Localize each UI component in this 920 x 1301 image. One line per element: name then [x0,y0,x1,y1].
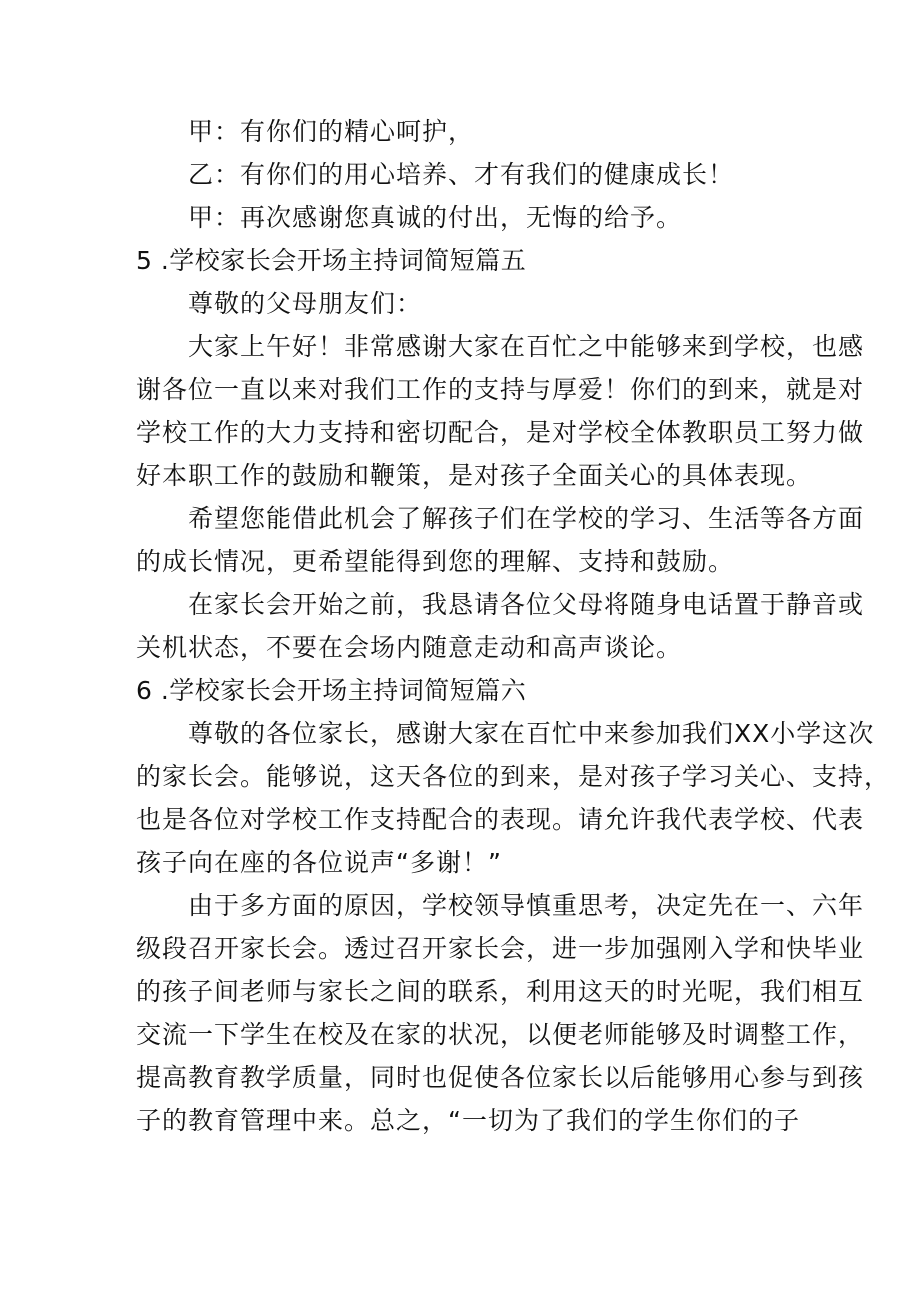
paragraph-line: 关机状态，不要在会场内随意走动和高声谈论。 [136,633,683,662]
paragraph-line: 提高教育教学质量，同时也促使各位家长以后能够用心参与到孩 [136,1063,865,1092]
paragraph-line: 尊敬的各位家长，感谢大家在百忙中来参加我们XX小学这次 [188,719,875,748]
paragraph-line: 好本职工作的鼓励和鞭策，是对孩子全面关心的具体表现。 [136,461,813,490]
paragraph-line: 的家长会。能够说，这天各位的到来，是对孩子学习关心、支持， [136,762,891,791]
paragraph-line: 的孩子间老师与家长之间的联系，利用这天的时光呢，我们相互 [136,977,865,1006]
paragraph-line: 大家上午好！非常感谢大家在百忙之中能够来到学校，也感 [188,332,865,361]
paragraph-line: 谢各位一直以来对我们工作的支持与厚爱！你们的到来，就是对 [136,375,865,404]
paragraph-line: 在家长会开始之前，我恳请各位父母将随身电话置于静音或 [188,590,865,619]
paragraph-line: 的成长情况，更希望能得到您的理解、支持和鼓励。 [136,547,735,576]
paragraph-line: 交流一下学生在校及在家的状况，以便老师能够及时调整工作， [136,1020,865,1049]
paragraph-line: 级段召开家长会。透过召开家长会，进一步加强刚入学和快毕业 [136,934,865,963]
paragraph-line: 希望您能借此机会了解孩子们在学校的学习、生活等各方面 [188,504,865,533]
dialogue-line-jia-1: 甲：有你们的精心呵护， [188,117,475,146]
paragraph-line: 子的教育管理中来。总之，“一切为了我们的学生你们的子 [136,1106,800,1135]
section-heading-6: 6 .学校家长会开场主持词简短篇六 [136,676,527,705]
salutation: 尊敬的父母朋友们： [188,289,423,318]
paragraph-line: 也是各位对学校工作支持配合的表现。请允许我代表学校、代表 [136,805,865,834]
dialogue-line-jia-2: 甲：再次感谢您真诚的付出，无悔的给予。 [188,203,683,232]
dialogue-line-yi: 乙：有你们的用心培养、才有我们的健康成长！ [188,160,735,189]
paragraph-line: 孩子向在座的各位说声“多谢！” [136,848,502,877]
section-heading-5: 5 .学校家长会开场主持词简短篇五 [136,246,527,275]
paragraph-line: 学校工作的大力支持和密切配合，是对学校全体教职员工努力做 [136,418,865,447]
paragraph-line: 由于多方面的原因，学校领导慎重思考，决定先在一、六年 [188,891,865,920]
